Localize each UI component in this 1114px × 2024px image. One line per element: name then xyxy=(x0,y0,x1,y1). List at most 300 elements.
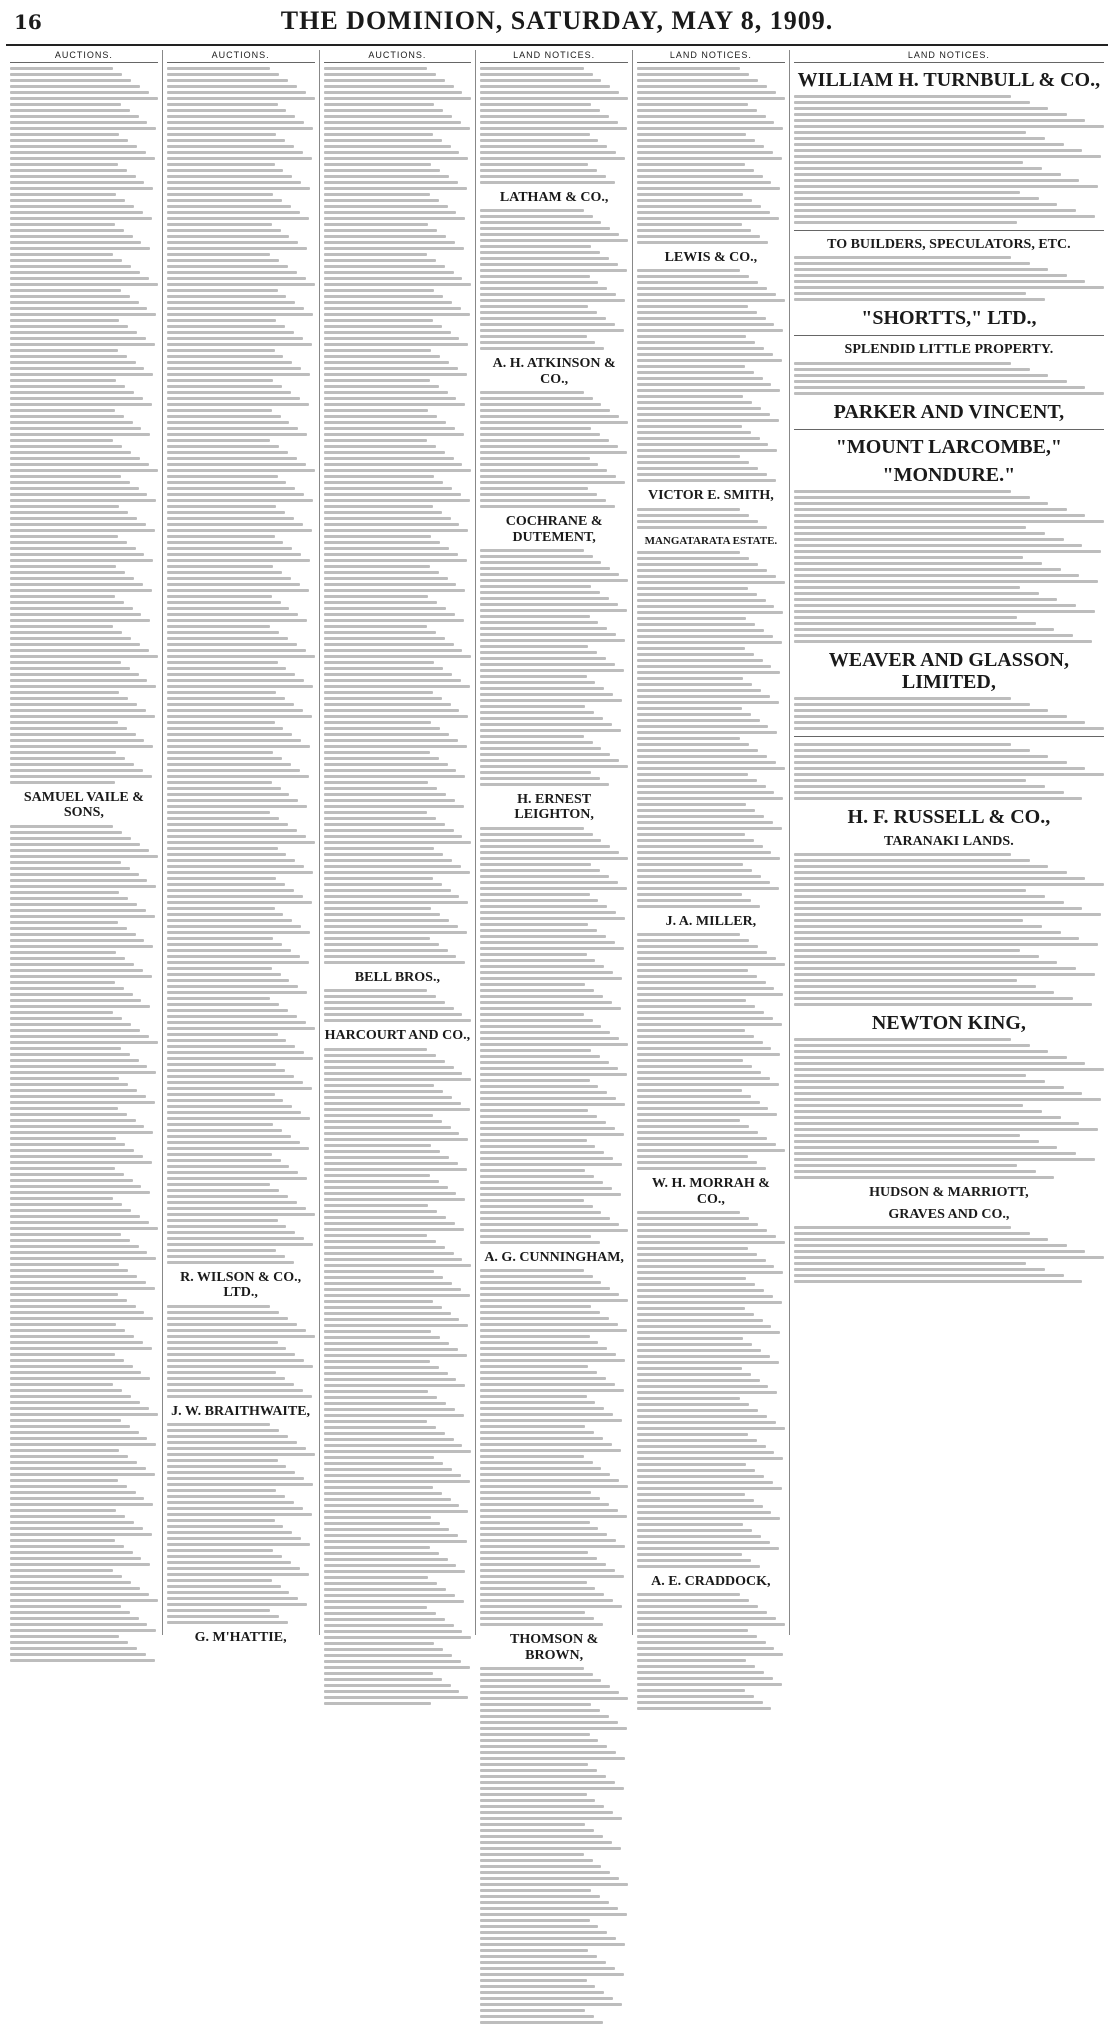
text-line xyxy=(324,301,453,304)
text-line xyxy=(637,939,749,942)
text-line xyxy=(10,1371,141,1374)
text-line xyxy=(10,939,144,942)
text-line xyxy=(324,1618,445,1621)
text-line xyxy=(324,1384,466,1387)
text-line xyxy=(637,526,767,529)
text-line xyxy=(10,1419,121,1422)
text-line xyxy=(167,1153,272,1156)
text-line xyxy=(480,1383,614,1386)
text-line xyxy=(324,1648,444,1651)
text-line xyxy=(324,313,470,316)
text-line xyxy=(324,481,444,484)
text-line xyxy=(480,905,607,908)
text-line xyxy=(324,457,454,460)
ad-latham: LATHAM & CO., xyxy=(499,190,609,205)
text-line xyxy=(794,203,1058,206)
text-line xyxy=(480,287,607,290)
text-line xyxy=(167,1171,298,1174)
text-line xyxy=(10,1299,127,1302)
text-line xyxy=(167,109,287,112)
text-line xyxy=(480,1859,592,1862)
text-line xyxy=(637,275,749,278)
text-line xyxy=(324,1198,466,1201)
text-line xyxy=(167,799,298,802)
text-line xyxy=(324,1019,472,1022)
text-line xyxy=(637,1059,743,1062)
text-line xyxy=(324,787,438,790)
text-line xyxy=(794,622,1036,625)
text-line xyxy=(10,1311,144,1314)
text-line xyxy=(10,607,133,610)
text-line xyxy=(167,121,304,124)
text-line xyxy=(637,1605,758,1608)
text-line xyxy=(480,115,609,118)
text-line xyxy=(10,1077,119,1080)
text-line xyxy=(324,283,472,286)
text-line xyxy=(637,1487,782,1490)
text-line xyxy=(637,1659,746,1662)
text-line xyxy=(637,520,758,523)
text-line xyxy=(167,547,293,550)
text-lines-placeholder xyxy=(480,391,628,508)
text-line xyxy=(480,263,617,266)
text-line xyxy=(10,319,119,322)
text-line xyxy=(324,1270,435,1273)
text-line xyxy=(637,809,755,812)
text-line xyxy=(794,568,1061,571)
text-line xyxy=(794,95,1011,98)
text-line xyxy=(637,975,757,978)
text-line xyxy=(480,1961,606,1964)
text-line xyxy=(637,869,752,872)
text-line xyxy=(10,1131,153,1134)
text-line xyxy=(637,1283,755,1286)
text-line xyxy=(480,1697,628,1700)
text-line xyxy=(637,467,758,470)
text-line xyxy=(167,343,312,346)
text-line xyxy=(480,1709,600,1712)
text-line xyxy=(10,181,144,184)
text-line xyxy=(637,839,754,842)
text-line xyxy=(167,979,290,982)
text-line xyxy=(637,317,766,320)
text-line xyxy=(480,1799,595,1802)
text-line xyxy=(324,1156,450,1159)
text-line xyxy=(324,79,445,82)
text-line xyxy=(794,362,1011,365)
text-line xyxy=(167,1567,300,1570)
text-line xyxy=(167,1069,285,1072)
text-line xyxy=(637,413,770,416)
text-line xyxy=(794,715,1067,718)
text-line xyxy=(324,1360,430,1363)
text-line xyxy=(794,761,1067,764)
text-line xyxy=(10,975,152,978)
text-line xyxy=(480,947,623,950)
text-line xyxy=(324,319,433,322)
text-line xyxy=(480,487,588,490)
text-line xyxy=(637,1247,748,1250)
text-line xyxy=(324,1168,467,1171)
text-line xyxy=(10,517,137,520)
text-line xyxy=(324,865,461,868)
text-line xyxy=(794,901,1064,904)
text-line xyxy=(167,1105,293,1108)
text-line xyxy=(637,1065,752,1068)
text-line xyxy=(794,1050,1048,1053)
text-line xyxy=(324,1072,463,1075)
text-line xyxy=(480,1127,614,1130)
text-line xyxy=(324,133,433,136)
text-line xyxy=(324,157,469,160)
text-line xyxy=(480,555,592,558)
text-line xyxy=(794,532,1045,535)
text-lines-placeholder xyxy=(794,362,1104,395)
text-line xyxy=(480,1419,622,1422)
text-lines-placeholder xyxy=(794,490,1104,643)
text-line xyxy=(324,397,457,400)
text-line xyxy=(10,283,158,286)
text-line xyxy=(637,617,746,620)
text-line xyxy=(637,235,760,238)
text-line xyxy=(324,151,460,154)
text-line xyxy=(324,571,439,574)
text-line xyxy=(794,1074,1027,1077)
text-line xyxy=(480,457,589,460)
text-line xyxy=(167,1353,296,1356)
text-lines-placeholder xyxy=(480,209,628,350)
text-line xyxy=(794,1176,1055,1179)
text-line xyxy=(794,1226,1011,1229)
text-line xyxy=(480,1311,600,1314)
text-line xyxy=(480,1593,604,1596)
text-line xyxy=(10,951,116,954)
text-line xyxy=(167,973,281,976)
text-line xyxy=(167,1159,281,1162)
text-line xyxy=(10,727,127,730)
text-line xyxy=(324,829,454,832)
text-line xyxy=(480,1389,623,1392)
text-line xyxy=(794,709,1048,712)
text-line xyxy=(167,1555,282,1558)
text-line xyxy=(324,685,470,688)
text-line xyxy=(480,1575,623,1578)
text-line xyxy=(167,103,278,106)
text-line xyxy=(10,583,143,586)
text-line xyxy=(480,561,601,564)
text-line xyxy=(480,705,585,708)
text-line xyxy=(10,1149,134,1152)
text-line xyxy=(324,121,461,124)
text-line xyxy=(794,991,1055,994)
text-line xyxy=(480,621,598,624)
text-line xyxy=(480,549,583,552)
text-line xyxy=(324,1282,453,1285)
text-line xyxy=(324,1636,472,1639)
text-line xyxy=(480,1587,595,1590)
text-line xyxy=(10,259,122,262)
text-line xyxy=(637,229,751,232)
text-line xyxy=(637,1035,754,1038)
text-line xyxy=(10,1479,118,1482)
text-line xyxy=(167,913,284,916)
text-line xyxy=(480,1431,594,1434)
text-line xyxy=(480,923,588,926)
text-line xyxy=(480,609,626,612)
text-line xyxy=(324,241,455,244)
text-line xyxy=(794,167,1042,170)
text-line xyxy=(480,851,619,854)
text-line xyxy=(10,1395,131,1398)
text-line xyxy=(167,445,279,448)
text-line xyxy=(794,268,1048,271)
text-line xyxy=(10,1041,158,1044)
text-line xyxy=(167,505,276,508)
text-line xyxy=(10,247,150,250)
text-line xyxy=(167,271,297,274)
text-line xyxy=(324,91,463,94)
text-line xyxy=(167,277,306,280)
text-line xyxy=(10,295,130,298)
text-line xyxy=(10,1179,133,1182)
text-line xyxy=(324,1456,435,1459)
text-line xyxy=(324,529,469,532)
masthead-title: THE DOMINION, SATURDAY, MAY 8, 1909. xyxy=(280,6,834,35)
text-line xyxy=(637,1223,758,1226)
text-line xyxy=(10,1197,113,1200)
text-line xyxy=(637,1439,757,1442)
text-line xyxy=(167,127,313,130)
text-line xyxy=(637,1559,751,1562)
text-line xyxy=(480,863,591,866)
text-line xyxy=(637,563,758,566)
text-line xyxy=(167,211,300,214)
text-line xyxy=(324,163,432,166)
text-line xyxy=(480,1001,611,1004)
text-line xyxy=(10,1023,131,1026)
text-line xyxy=(637,1529,752,1532)
text-line xyxy=(480,839,601,842)
text-line xyxy=(480,1691,619,1694)
text-line xyxy=(637,785,766,788)
text-line xyxy=(10,121,147,124)
text-line xyxy=(324,451,445,454)
text-line xyxy=(324,1258,463,1261)
text-line xyxy=(480,317,606,320)
text-line xyxy=(480,409,610,412)
text-line xyxy=(10,721,118,724)
text-line xyxy=(167,757,282,760)
text-line xyxy=(637,419,779,422)
text-line xyxy=(637,1125,749,1128)
text-line xyxy=(637,1409,758,1412)
text-line xyxy=(324,259,436,262)
text-line xyxy=(324,409,429,412)
text-line xyxy=(480,675,586,678)
text-line xyxy=(480,1985,595,1988)
text-line xyxy=(324,781,429,784)
text-line xyxy=(167,679,304,682)
text-line xyxy=(10,1317,153,1320)
text-line xyxy=(324,919,450,922)
text-line xyxy=(324,1048,427,1051)
text-line xyxy=(480,1997,613,2000)
text-line xyxy=(10,349,118,352)
text-line xyxy=(480,281,598,284)
text-line xyxy=(167,379,273,382)
text-line xyxy=(10,445,122,448)
text-line xyxy=(324,271,454,274)
text-line xyxy=(637,951,767,954)
text-line xyxy=(794,985,1036,988)
text-line xyxy=(637,1355,770,1358)
text-line xyxy=(637,963,785,966)
text-line xyxy=(167,1483,313,1486)
text-line xyxy=(324,1666,470,1669)
text-line xyxy=(480,145,607,148)
text-line xyxy=(480,633,616,636)
text-line xyxy=(480,753,610,756)
text-line xyxy=(480,139,598,142)
text-line xyxy=(324,961,466,964)
text-line xyxy=(10,163,118,166)
text-line xyxy=(324,889,451,892)
text-line xyxy=(167,1519,275,1522)
text-line xyxy=(324,115,453,118)
text-line xyxy=(10,109,130,112)
text-line xyxy=(794,173,1061,176)
text-line xyxy=(637,311,757,314)
text-line xyxy=(324,337,460,340)
text-line xyxy=(324,331,451,334)
text-line xyxy=(480,1377,606,1380)
text-line xyxy=(167,421,290,424)
text-line xyxy=(794,767,1086,770)
text-line xyxy=(324,1120,442,1123)
text-line xyxy=(637,1301,782,1304)
text-line xyxy=(167,697,285,700)
text-line xyxy=(167,1201,297,1204)
text-line xyxy=(324,253,427,256)
text-line xyxy=(637,169,754,172)
text-line xyxy=(10,589,152,592)
text-line xyxy=(167,541,284,544)
text-line xyxy=(324,1468,453,1471)
text-line xyxy=(324,697,442,700)
text-line xyxy=(480,741,592,744)
text-line xyxy=(324,619,464,622)
text-line xyxy=(324,1348,458,1351)
text-line xyxy=(10,1605,121,1608)
text-line xyxy=(480,965,604,968)
text-line xyxy=(324,643,454,646)
text-line xyxy=(637,1011,764,1014)
column-2 xyxy=(163,50,320,1646)
ad-miller: J. A. MILLER, xyxy=(665,913,757,929)
text-line xyxy=(637,749,758,752)
text-line xyxy=(324,673,453,676)
text-line xyxy=(10,775,152,778)
text-line xyxy=(167,1219,278,1222)
text-line xyxy=(637,121,774,124)
text-line xyxy=(324,1066,454,1069)
text-line xyxy=(167,433,307,436)
text-line xyxy=(794,1062,1086,1065)
text-line xyxy=(167,739,301,742)
text-line xyxy=(167,835,306,838)
text-line xyxy=(324,817,436,820)
text-line xyxy=(167,721,275,724)
text-line xyxy=(167,1099,284,1102)
text-line xyxy=(167,1371,276,1374)
text-line xyxy=(637,629,764,632)
text-lines-placeholder xyxy=(794,95,1104,224)
text-lines-placeholder xyxy=(10,67,158,784)
text-line xyxy=(167,1249,276,1252)
text-line xyxy=(637,1155,748,1158)
text-line xyxy=(480,1371,597,1374)
text-line xyxy=(324,1354,467,1357)
text-line xyxy=(324,667,444,670)
text-line xyxy=(480,1133,623,1136)
text-line xyxy=(10,697,128,700)
text-line xyxy=(167,703,294,706)
text-line xyxy=(637,1271,783,1274)
text-line xyxy=(167,1465,287,1468)
text-line xyxy=(794,386,1086,389)
text-line xyxy=(167,571,282,574)
text-line xyxy=(480,1533,607,1536)
text-line xyxy=(167,997,270,1000)
text-line xyxy=(10,1221,149,1224)
text-line xyxy=(167,955,300,958)
text-line xyxy=(10,867,130,870)
text-line xyxy=(637,1505,763,1508)
text-line xyxy=(480,1479,619,1482)
text-line xyxy=(10,205,134,208)
text-line xyxy=(324,1450,472,1453)
text-line xyxy=(10,397,143,400)
text-line xyxy=(480,1931,607,1934)
text-line xyxy=(167,373,310,376)
text-line xyxy=(637,635,773,638)
text-line xyxy=(794,1104,1024,1107)
text-line xyxy=(794,392,1104,395)
text-line xyxy=(480,1901,609,1904)
text-line xyxy=(480,1991,604,1994)
text-line xyxy=(167,289,278,292)
text-line xyxy=(324,463,463,466)
text-line xyxy=(637,1653,783,1656)
text-line xyxy=(167,1525,284,1528)
text-line xyxy=(324,637,445,640)
text-line xyxy=(480,1733,589,1736)
text-line xyxy=(324,721,432,724)
text-line xyxy=(167,949,291,952)
text-line xyxy=(480,1679,601,1682)
text-line xyxy=(167,1329,306,1332)
text-line xyxy=(167,1213,315,1216)
text-line xyxy=(637,761,776,764)
text-line xyxy=(480,959,595,962)
text-line xyxy=(10,1425,130,1428)
text-line xyxy=(324,421,447,424)
text-line xyxy=(480,639,625,642)
text-line xyxy=(637,821,773,824)
text-line xyxy=(480,1217,610,1220)
text-line xyxy=(480,1955,597,1958)
text-line xyxy=(637,1647,774,1650)
